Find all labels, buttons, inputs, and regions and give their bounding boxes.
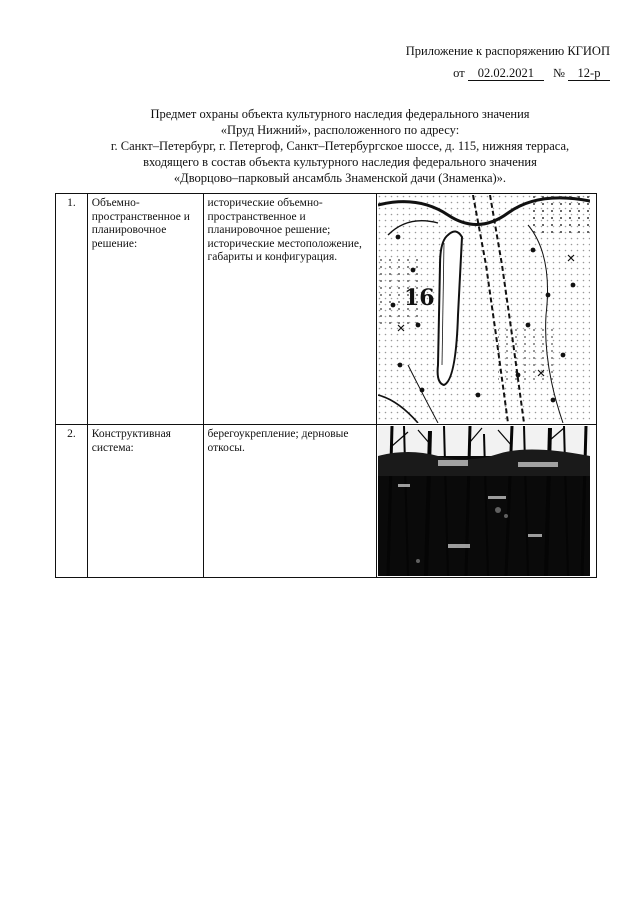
- site-plan-map: [378, 195, 590, 423]
- table-row: [56, 425, 597, 578]
- protection-table: [55, 193, 597, 578]
- order-number: 12-р: [568, 67, 610, 81]
- row-image-cell: [376, 425, 596, 578]
- row-number: 1.: [56, 194, 88, 425]
- title-line-1: Предмет охраны объекта культурного наследия федерального значения: [150, 107, 530, 121]
- row-image-cell: [376, 194, 596, 425]
- from-label: от: [453, 66, 465, 80]
- row-description: исторические объемно-пространственное и планировочное решение; исторические местоположение, габариты и конфигурация.: [203, 194, 376, 425]
- order-date: 02.02.2021: [468, 67, 544, 81]
- row-name: Объемно-пространственное и планировочное решение:: [87, 194, 203, 425]
- map-drawing: [378, 195, 590, 423]
- order-reference: [406, 64, 610, 82]
- photo-drawing: [378, 426, 590, 576]
- document-header: [406, 42, 610, 82]
- number-label: №: [552, 66, 565, 80]
- title-line-3: г. Санкт–Петербург, г. Петергоф, Санкт–Петербургское шоссе, д. 115, нижняя терраса,: [110, 139, 570, 153]
- document-title: [40, 106, 640, 186]
- embankment-photo: [378, 426, 590, 576]
- title-line-5: «Дворцово–парковый ансамбль Знаменской дачи (Знаменка)».: [173, 171, 507, 185]
- row-name: Конструктивная система:: [87, 425, 203, 578]
- map-plot-number: 16: [403, 285, 435, 311]
- row-description: берегоукрепление; дерновые откосы.: [203, 425, 376, 578]
- row-number: 2.: [56, 425, 88, 578]
- title-line-4: входящего в состав объекта культурного наследия федерального значения: [143, 155, 537, 169]
- title-line-2: «Пруд Нижний», расположенного по адресу:: [220, 123, 460, 137]
- appendix-label: Приложение к распоряжению КГИОП: [405, 44, 610, 58]
- table-row: [56, 194, 597, 425]
